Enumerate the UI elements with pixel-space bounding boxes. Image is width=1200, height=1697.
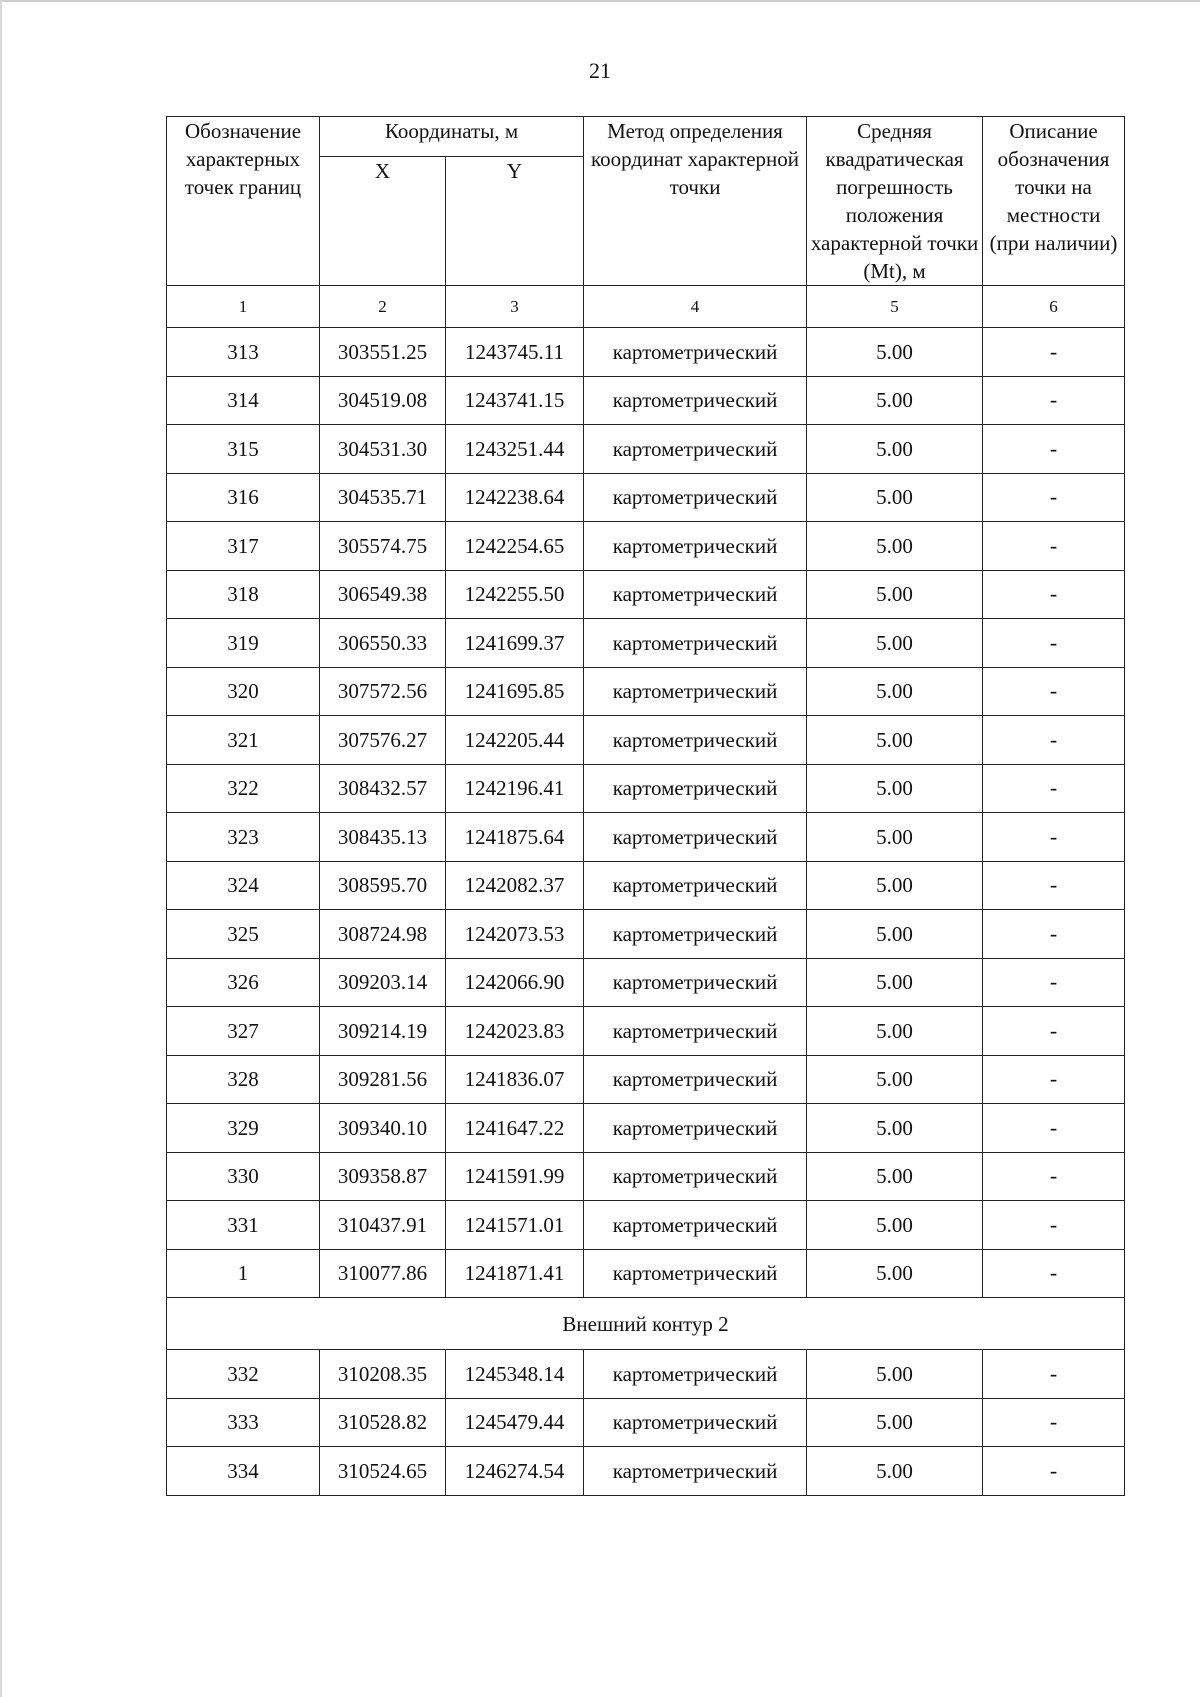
- mean-error-cell: 5.00: [807, 425, 983, 474]
- point-id-cell: 321: [167, 716, 320, 765]
- y-coordinate-cell: 1245348.14: [446, 1350, 584, 1399]
- mean-error-cell: 5.00: [807, 1447, 983, 1496]
- x-coordinate-cell: 304519.08: [320, 376, 446, 425]
- description-cell: -: [983, 764, 1125, 813]
- x-coordinate-cell: 307572.56: [320, 667, 446, 716]
- method-cell: картометрический: [584, 328, 807, 377]
- section-title: Внешний контур 2: [167, 1298, 1125, 1350]
- section-row: [167, 1298, 1125, 1350]
- point-id-cell: 323: [167, 813, 320, 862]
- description-cell: -: [983, 570, 1125, 619]
- mean-error-cell: 5.00: [807, 1249, 983, 1298]
- x-coordinate-cell: 310524.65: [320, 1447, 446, 1496]
- point-id-cell: 327: [167, 1007, 320, 1056]
- method-cell: картометрический: [584, 522, 807, 571]
- point-id-cell: 316: [167, 473, 320, 522]
- method-cell: картометрический: [584, 1447, 807, 1496]
- table-row: [167, 376, 1125, 425]
- column-number: 4: [584, 286, 807, 328]
- mean-error-cell: 5.00: [807, 958, 983, 1007]
- point-id-cell: 329: [167, 1104, 320, 1153]
- x-coordinate-cell: 309281.56: [320, 1055, 446, 1104]
- method-cell: картометрический: [584, 1398, 807, 1447]
- point-id-cell: 318: [167, 570, 320, 619]
- mean-error-cell: 5.00: [807, 1398, 983, 1447]
- y-coordinate-cell: 1242196.41: [446, 764, 584, 813]
- mean-error-cell: 5.00: [807, 910, 983, 959]
- y-coordinate-cell: 1241699.37: [446, 619, 584, 668]
- table-row: [167, 716, 1125, 765]
- x-coordinate-cell: 303551.25: [320, 328, 446, 377]
- column-number: 1: [167, 286, 320, 328]
- description-cell: -: [983, 1350, 1125, 1399]
- table-row: [167, 764, 1125, 813]
- point-id-cell: 330: [167, 1152, 320, 1201]
- point-id-cell: 320: [167, 667, 320, 716]
- x-coordinate-cell: 304531.30: [320, 425, 446, 474]
- description-cell: -: [983, 1447, 1125, 1496]
- table-row: [167, 425, 1125, 474]
- x-coordinate-cell: 308595.70: [320, 861, 446, 910]
- x-coordinate-cell: 309214.19: [320, 1007, 446, 1056]
- point-id-cell: 334: [167, 1447, 320, 1496]
- y-coordinate-cell: 1242254.65: [446, 522, 584, 571]
- header-point-designation: Обозначение характерных точек границ: [167, 117, 320, 286]
- y-coordinate-cell: 1245479.44: [446, 1398, 584, 1447]
- method-cell: картометрический: [584, 1055, 807, 1104]
- point-id-cell: 331: [167, 1201, 320, 1250]
- description-cell: -: [983, 376, 1125, 425]
- table-row: [167, 619, 1125, 668]
- description-cell: -: [983, 619, 1125, 668]
- method-cell: картометрический: [584, 570, 807, 619]
- page-number: 21: [589, 58, 611, 83]
- description-cell: -: [983, 910, 1125, 959]
- header-description: Описание обозначения точки на местности (при наличии): [983, 117, 1125, 286]
- description-cell: -: [983, 1104, 1125, 1153]
- method-cell: картометрический: [584, 473, 807, 522]
- x-coordinate-cell: 309203.14: [320, 958, 446, 1007]
- column-number-row: [167, 286, 1125, 328]
- table-row: [167, 1447, 1125, 1496]
- description-cell: -: [983, 1055, 1125, 1104]
- y-coordinate-cell: 1241571.01: [446, 1201, 584, 1250]
- method-cell: картометрический: [584, 425, 807, 474]
- mean-error-cell: 5.00: [807, 1007, 983, 1056]
- header-x: X: [320, 157, 446, 286]
- mean-error-cell: 5.00: [807, 570, 983, 619]
- mean-error-cell: 5.00: [807, 328, 983, 377]
- header-y: Y: [446, 157, 584, 286]
- method-cell: картометрический: [584, 667, 807, 716]
- description-cell: -: [983, 1398, 1125, 1447]
- mean-error-cell: 5.00: [807, 813, 983, 862]
- point-id-cell: 1: [167, 1249, 320, 1298]
- scan-left-edge: [0, 0, 2, 1697]
- table-row: [167, 1350, 1125, 1399]
- method-cell: картометрический: [584, 376, 807, 425]
- method-cell: картометрический: [584, 1201, 807, 1250]
- boundary-points-table: [166, 116, 1125, 1496]
- point-id-cell: 326: [167, 958, 320, 1007]
- method-cell: картометрический: [584, 1350, 807, 1399]
- table-row: [167, 473, 1125, 522]
- table-row: [167, 522, 1125, 571]
- point-id-cell: 324: [167, 861, 320, 910]
- y-coordinate-cell: 1241875.64: [446, 813, 584, 862]
- mean-error-cell: 5.00: [807, 716, 983, 765]
- mean-error-cell: 5.00: [807, 1201, 983, 1250]
- table-row: [167, 1007, 1125, 1056]
- table-row: [167, 958, 1125, 1007]
- description-cell: -: [983, 522, 1125, 571]
- point-id-cell: 314: [167, 376, 320, 425]
- method-cell: картометрический: [584, 813, 807, 862]
- mean-error-cell: 5.00: [807, 764, 983, 813]
- y-coordinate-cell: 1242255.50: [446, 570, 584, 619]
- mean-error-cell: 5.00: [807, 1055, 983, 1104]
- method-cell: картометрический: [584, 958, 807, 1007]
- y-coordinate-cell: 1241591.99: [446, 1152, 584, 1201]
- y-coordinate-cell: 1242023.83: [446, 1007, 584, 1056]
- table-row: [167, 813, 1125, 862]
- scan-top-edge: [0, 0, 1200, 2]
- table-row: [167, 570, 1125, 619]
- mean-error-cell: 5.00: [807, 667, 983, 716]
- y-coordinate-cell: 1242238.64: [446, 473, 584, 522]
- y-coordinate-cell: 1241695.85: [446, 667, 584, 716]
- x-coordinate-cell: 310437.91: [320, 1201, 446, 1250]
- description-cell: -: [983, 473, 1125, 522]
- x-coordinate-cell: 309358.87: [320, 1152, 446, 1201]
- mean-error-cell: 5.00: [807, 861, 983, 910]
- mean-error-cell: 5.00: [807, 376, 983, 425]
- description-cell: -: [983, 328, 1125, 377]
- description-cell: -: [983, 1152, 1125, 1201]
- method-cell: картометрический: [584, 910, 807, 959]
- column-number: 2: [320, 286, 446, 328]
- method-cell: картометрический: [584, 1104, 807, 1153]
- point-id-cell: 332: [167, 1350, 320, 1399]
- point-id-cell: 325: [167, 910, 320, 959]
- y-coordinate-cell: 1241836.07: [446, 1055, 584, 1104]
- description-cell: -: [983, 1201, 1125, 1250]
- description-cell: -: [983, 425, 1125, 474]
- method-cell: картометрический: [584, 1249, 807, 1298]
- mean-error-cell: 5.00: [807, 522, 983, 571]
- point-id-cell: 333: [167, 1398, 320, 1447]
- x-coordinate-cell: 310208.35: [320, 1350, 446, 1399]
- point-id-cell: 322: [167, 764, 320, 813]
- description-cell: -: [983, 861, 1125, 910]
- table-row: [167, 1104, 1125, 1153]
- description-cell: -: [983, 716, 1125, 765]
- mean-error-cell: 5.00: [807, 473, 983, 522]
- y-coordinate-cell: 1242073.53: [446, 910, 584, 959]
- table-row: [167, 1249, 1125, 1298]
- method-cell: картометрический: [584, 619, 807, 668]
- y-coordinate-cell: 1242205.44: [446, 716, 584, 765]
- description-cell: -: [983, 1007, 1125, 1056]
- table-row: [167, 1201, 1125, 1250]
- mean-error-cell: 5.00: [807, 1350, 983, 1399]
- header-mean-error: Средняя квадратическая погрешность положения характерной точки (Mt), м: [807, 117, 983, 286]
- point-id-cell: 319: [167, 619, 320, 668]
- x-coordinate-cell: 305574.75: [320, 522, 446, 571]
- x-coordinate-cell: 307576.27: [320, 716, 446, 765]
- y-coordinate-cell: 1242082.37: [446, 861, 584, 910]
- method-cell: картометрический: [584, 716, 807, 765]
- y-coordinate-cell: 1243741.15: [446, 376, 584, 425]
- method-cell: картометрический: [584, 1152, 807, 1201]
- x-coordinate-cell: 306550.33: [320, 619, 446, 668]
- column-number: 6: [983, 286, 1125, 328]
- table-row: [167, 667, 1125, 716]
- y-coordinate-cell: 1242066.90: [446, 958, 584, 1007]
- description-cell: -: [983, 958, 1125, 1007]
- table-row: [167, 1398, 1125, 1447]
- table-row: [167, 861, 1125, 910]
- point-id-cell: 317: [167, 522, 320, 571]
- x-coordinate-cell: 308724.98: [320, 910, 446, 959]
- x-coordinate-cell: 310077.86: [320, 1249, 446, 1298]
- x-coordinate-cell: 304535.71: [320, 473, 446, 522]
- column-number: 3: [446, 286, 584, 328]
- description-cell: -: [983, 813, 1125, 862]
- y-coordinate-cell: 1243745.11: [446, 328, 584, 377]
- header-method: Метод определения координат характерной точки: [584, 117, 807, 286]
- point-id-cell: 328: [167, 1055, 320, 1104]
- x-coordinate-cell: 310528.82: [320, 1398, 446, 1447]
- x-coordinate-cell: 306549.38: [320, 570, 446, 619]
- x-coordinate-cell: 309340.10: [320, 1104, 446, 1153]
- method-cell: картометрический: [584, 861, 807, 910]
- x-coordinate-cell: 308435.13: [320, 813, 446, 862]
- header-coordinates: Координаты, м: [320, 117, 584, 157]
- y-coordinate-cell: 1246274.54: [446, 1447, 584, 1496]
- x-coordinate-cell: 308432.57: [320, 764, 446, 813]
- table-row: [167, 1055, 1125, 1104]
- y-coordinate-cell: 1243251.44: [446, 425, 584, 474]
- method-cell: картометрический: [584, 764, 807, 813]
- y-coordinate-cell: 1241871.41: [446, 1249, 584, 1298]
- column-number: 5: [807, 286, 983, 328]
- point-id-cell: 313: [167, 328, 320, 377]
- table-row: [167, 910, 1125, 959]
- point-id-cell: 315: [167, 425, 320, 474]
- table-row: [167, 1152, 1125, 1201]
- method-cell: картометрический: [584, 1007, 807, 1056]
- description-cell: -: [983, 1249, 1125, 1298]
- mean-error-cell: 5.00: [807, 1152, 983, 1201]
- description-cell: -: [983, 667, 1125, 716]
- mean-error-cell: 5.00: [807, 1104, 983, 1153]
- mean-error-cell: 5.00: [807, 619, 983, 668]
- table-row: [167, 328, 1125, 377]
- y-coordinate-cell: 1241647.22: [446, 1104, 584, 1153]
